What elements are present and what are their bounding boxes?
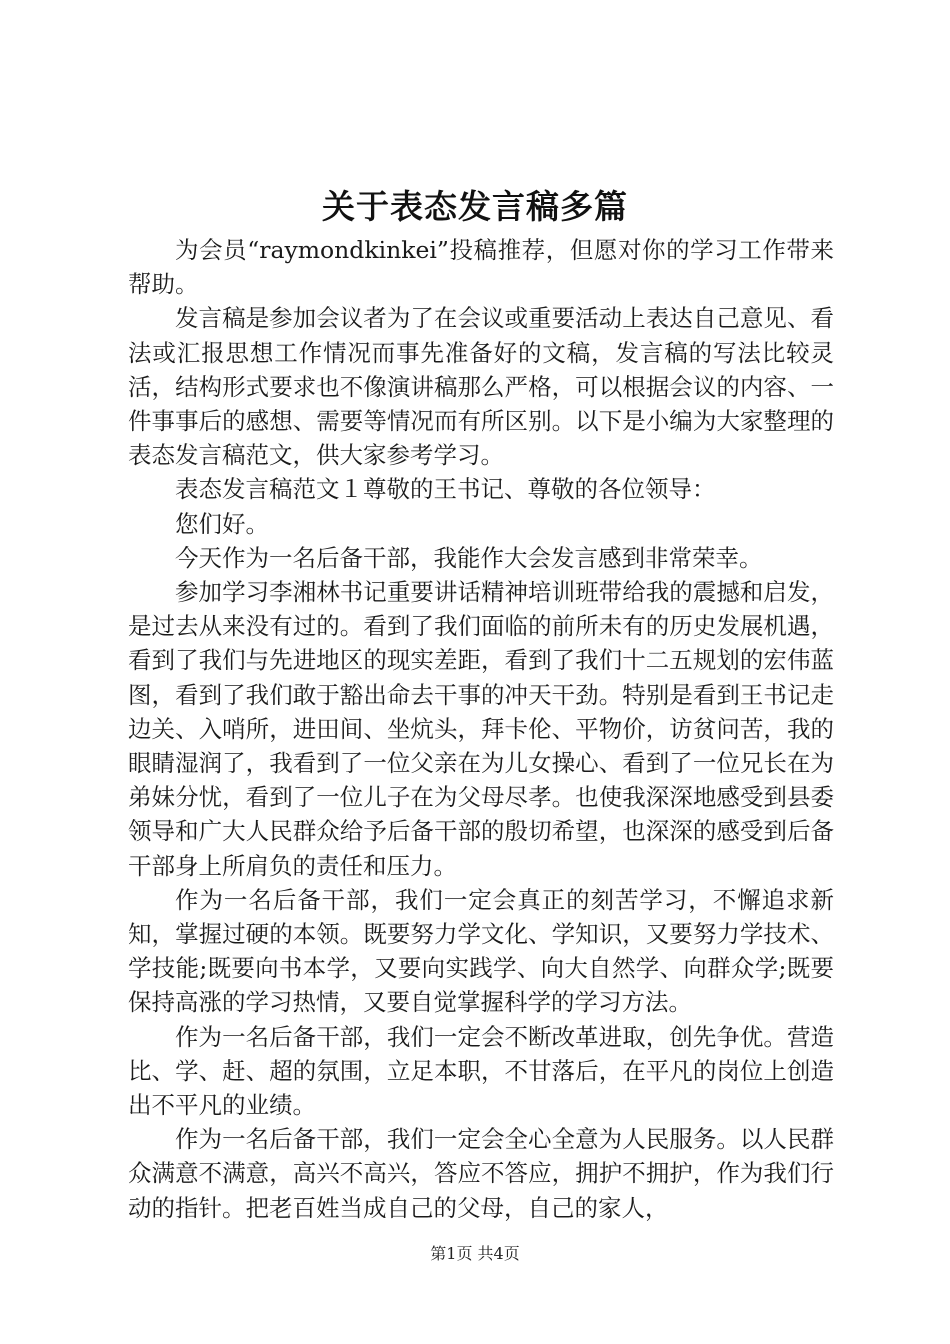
paragraph: 发言稿是参加会议者为了在会议或重要活动上表达自己意见、看法或汇报思想工作情况而事先准备好的文稿，发言稿的写法比较灵活，结构形式要求也不像演讲稿那么严格，可以根据会议的内容、一件事事后的感想、需要等情况而有所区别。以下是小编为大家整理的表态发言稿范文，供大家参考学习。: [128, 304, 834, 470]
paragraph: 今天作为一名后备干部，我能作大会发言感到非常荣幸。: [175, 543, 763, 572]
paragraph: 作为一名后备干部，我们一定会不断改革进取，创先争优。营造比、学、赶、超的氛围，立足本职，不甘落后，在平凡的岗位上创造出不平凡的业绩。: [128, 1022, 834, 1120]
paragraph: 作为一名后备干部，我们一定会全心全意为人民服务。以人民群众满意不满意，高兴不高兴，答应不答应，拥护不拥护，作为我们行动的指针。把老百姓当成自己的父母，自己的家人，: [128, 1125, 834, 1222]
document-title: 关于表态发言稿多篇: [322, 187, 628, 226]
paragraph: 为会员“raymondkinkei”投稿推荐，但愿对你的学习工作带来帮助。: [128, 236, 834, 299]
paragraph: 表态发言稿范文１尊敬的王书记、尊敬的各位领导：: [175, 475, 716, 504]
paragraph: 作为一名后备干部，我们一定会真正的刻苦学习，不懈追求新知，掌握过硬的本领。既要努力学文化、学知识，又要努力学技术、学技能;既要向书本学，又要向实践学、向大自然学、向群众学;既要保持高涨的学习热情，又要自觉掌握科学的学习方法。: [128, 885, 834, 1017]
paragraph: 参加学习李湘林书记重要讲话精神培训班带给我的震撼和启发，是过去从来没有过的。看到了我们面临的前所未有的历史发展机遇，看到了我们与先进地区的现实差距，看到了我们十二五规划的宏伟蓝图，看到了我们敢于豁出命去干事的冲天干劲。特别是看到王书记走边关、入哨所，进田间、坐炕头，拜卡伦、平物价，访贫问苦，我的眼睛湿润了，我看到了一位父亲在为儿女操心、看到了一位兄长在为弟妹分忧，看到了一位儿子在为父母尽孝。也使我深深地感受到县委领导和广大人民群众给予后备干部的殷切希望，也深深的感受到后备干部身上所肩负的责任和压力。: [128, 578, 834, 880]
page-number-footer: 第1页 共4页: [430, 1244, 520, 1263]
paragraph: 您们好。: [175, 509, 269, 538]
document-body: [128, 233, 834, 1225]
